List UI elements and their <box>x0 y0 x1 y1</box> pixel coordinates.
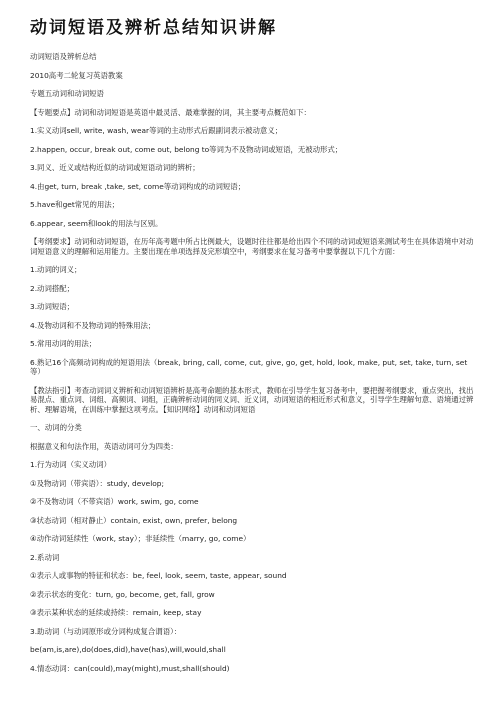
paragraph: 2.系动词 <box>30 552 60 562</box>
paragraph: be(am,is,are),do(does,did),have(has),will,would,shall <box>30 645 226 654</box>
paragraph: 2.动词搭配； <box>30 283 75 293</box>
paragraph: 1.动词的词义； <box>30 265 82 274</box>
paragraph: ①表示人或事物的特征和状态：be, feel, look, seem, taste, appear, sound <box>30 571 287 580</box>
paragraph: 一、动词的分类 <box>30 423 82 432</box>
paragraph: 3.助动词（与动词原形或分词构成复合谓语）： <box>30 626 182 636</box>
paragraph: 【专题要点】动词和动词短语是英语中最灵活、最难掌握的词，其主要考点概范如下： <box>30 107 311 117</box>
paragraph: 6.熟记16个高频动词构成的短语用法（break, bring, call, come, cut, give, go, get, hold, look, make, put, set, take, turn, set等） <box>30 357 468 376</box>
paragraph: 2.happen, occur, break out, come out, belong to等词为不及物动词或短语，无被动形式； <box>30 144 343 154</box>
paragraph: ②不及物动词（不带宾语）work, swim, go, come <box>30 497 199 506</box>
paragraph: 2010高考二轮复习英语教案 <box>30 70 123 80</box>
paragraph: 1.行为动词（实义动词） <box>30 460 111 469</box>
paragraph: 动词短语及辨析总结 <box>30 52 97 61</box>
paragraph: 【考纲要求】动词和动词短语，在历年高考题中所占比例最大，设题时往往都是给出四个不同的动词或短语来测试考生在具体语境中对动词短语意义的理解和运用能力。主要出现在单项选择及完形填空中，考纲要求在复习备考中要掌握以下几个方面： <box>30 237 474 256</box>
paragraph: 【教法指引】考查动词词义辨析和动词短语辨析是高考命题的基本形式，教师在引导学生复习备考中，要把握考纲要求，重点突出，找出易混点、重点词、词组、高频词、词组，正确辨析动词的同义词、近义词，动词短语的相近形式和意义，引导学生理解句意、语境通过辨析、理解语境，在训练中掌握这项考点。【知识网络】动词和动词短语 <box>30 385 474 414</box>
paragraph: 4.情态动词：can(could),may(might),must,shall(should) <box>30 663 230 673</box>
paragraph: ②表示状态的变化：turn, go, become, get, fall, grow <box>30 589 215 599</box>
paragraph: ①及物动词（带宾语）：study, develop; <box>30 478 164 488</box>
paragraph: 3.动词短语； <box>30 302 75 311</box>
paragraph: 1.实义动词sell, write, wash, wear等词的主动形式后跟副词表示被动意义； <box>30 126 283 135</box>
document-body <box>30 52 474 673</box>
paragraph: 5.常用动词的用法； <box>30 339 97 348</box>
paragraph: 3.同义、近义或结构近似的动词或短语动词的辨析； <box>30 163 200 172</box>
paragraph: 4.由get, turn, break ,take, set, come等动词构成的动词短语； <box>30 181 246 191</box>
paragraph: 6.appear, seem和look的用法与区别。 <box>30 218 163 228</box>
document-title: 动词短语及辨析总结知识讲解 <box>30 18 277 38</box>
paragraph: 根据意义和句法作用，英语动词可分为四类： <box>30 441 178 451</box>
paragraph: 5.have和get常见的用法； <box>30 200 120 209</box>
paragraph: ③状态动词（相对静止）contain, exist, own, prefer, belong <box>30 515 238 525</box>
paragraph: 4.及物动词和不及物动词的特殊用法； <box>30 320 156 330</box>
paragraph: ④动作动词延续性（work, stay）；非延续性（marry, go, come） <box>30 534 251 543</box>
paragraph: ③表示某种状态的延续或持续：remain, keep, stay <box>30 608 202 617</box>
paragraph: 专题五动词和动词短语 <box>30 89 104 98</box>
